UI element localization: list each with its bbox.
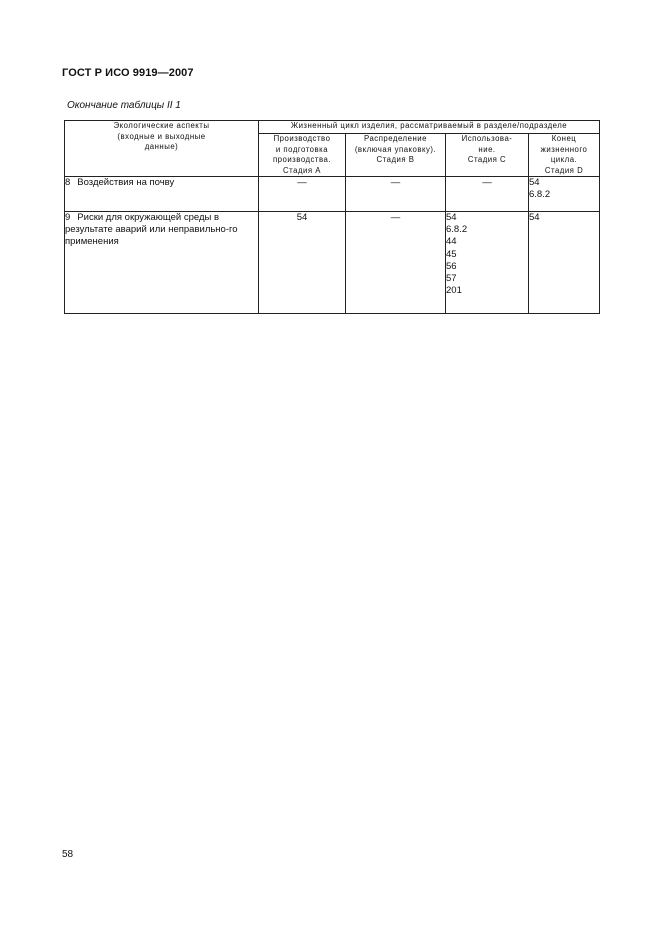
table-row	[65, 177, 600, 212]
row-number: 8	[65, 177, 71, 188]
cell-stage-c	[446, 212, 529, 314]
cell-stage-a: 54	[259, 212, 346, 314]
header-stage-b: Распределение (включая упаковку). Стадия В	[346, 134, 446, 177]
header-aspects: Экологические аспекты (входные и выходные данные)	[65, 121, 259, 177]
header-stage-c: Использова- ние. Стадия С	[446, 134, 529, 177]
row-label-text: Риски для окружающей среды в результате аварий или неправильно-го применения	[65, 212, 238, 248]
cell-value: 6.8.2	[446, 224, 468, 236]
cell-stage-b: —	[346, 177, 446, 212]
cell-value: —	[482, 177, 492, 188]
cell-value: 6.8.2	[529, 189, 551, 201]
table-row	[65, 212, 600, 314]
cell-stage-d	[529, 177, 600, 212]
cell-stage-d	[529, 212, 600, 314]
header-lifecycle-group: Жизненный цикл изделия, рассматриваемый в разделе/подразделе	[259, 121, 600, 134]
header-stage-d: Конец жизненного цикла. Стадия D	[529, 134, 600, 177]
environmental-aspects-table	[64, 120, 600, 314]
header-stage-a: Производство и подготовка производства. Стадия А	[259, 134, 346, 177]
row-number: 9	[65, 212, 71, 223]
cell-value: 57	[446, 273, 457, 285]
cell-value: 44	[446, 236, 457, 248]
cell-stage-b: —	[346, 212, 446, 314]
cell-value: 54	[529, 177, 540, 188]
cell-value: 54	[529, 212, 540, 223]
row-label-text: Воздействия на почву	[77, 177, 175, 188]
cell-value: 45	[446, 248, 457, 260]
cell-value: 54	[446, 212, 457, 223]
document-code: ГОСТ Р ИСО 9919—2007	[62, 67, 194, 79]
cell-value: 56	[446, 260, 457, 272]
page-number: 58	[62, 849, 74, 860]
row-aspect-label	[65, 212, 259, 314]
cell-value: 201	[446, 285, 462, 297]
row-aspect-label	[65, 177, 259, 212]
table-caption: Окончание таблицы II 1	[67, 100, 181, 111]
cell-stage-c	[446, 177, 529, 212]
cell-stage-a: —	[259, 177, 346, 212]
